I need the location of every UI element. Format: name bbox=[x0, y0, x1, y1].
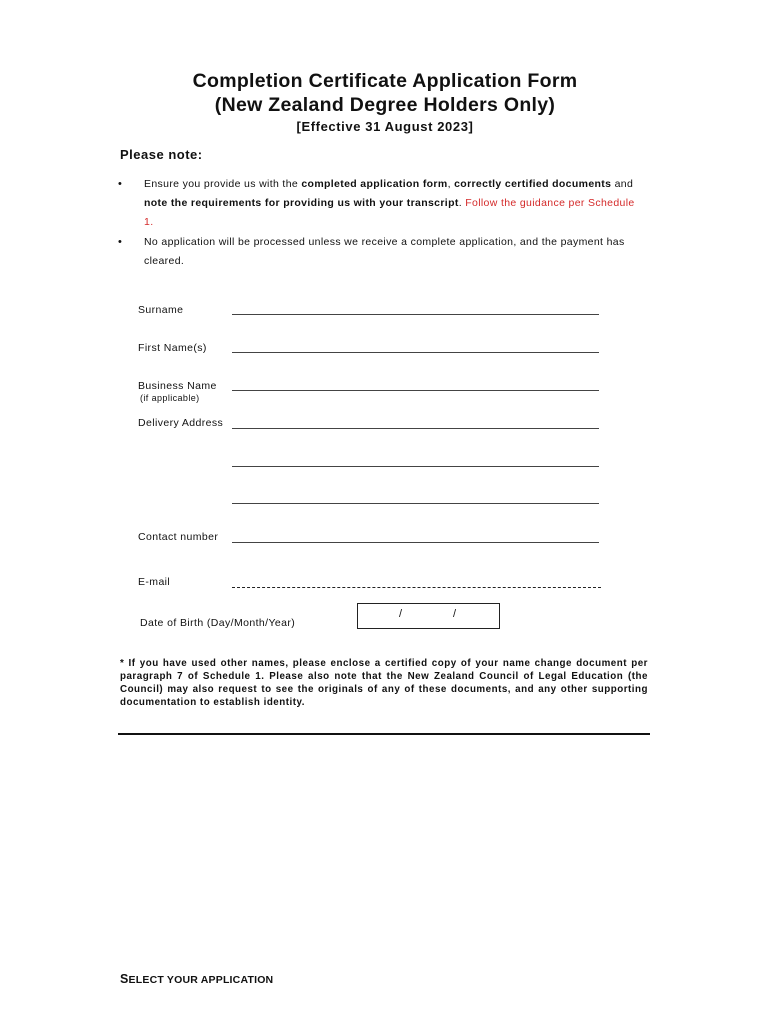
form-title: Completion Certificate Application Form bbox=[192, 70, 578, 92]
section-divider bbox=[118, 733, 650, 735]
surname-label: Surname bbox=[138, 304, 184, 316]
email-field[interactable] bbox=[232, 587, 601, 588]
select-application-heading bbox=[120, 972, 273, 986]
business-name-hint: (if applicable) bbox=[140, 393, 200, 403]
bullet-icon: • bbox=[118, 236, 122, 248]
heading-initial: S bbox=[120, 972, 129, 986]
heading-rest: ELECT YOUR APPLICATION bbox=[128, 974, 274, 986]
note-bullet-2: No application will be processed unless we receive a complete application, and the payment has cleared. bbox=[144, 236, 625, 267]
date-of-birth-label: Date of Birth (Day/Month/Year) bbox=[140, 617, 296, 629]
note-bullet-1 bbox=[144, 175, 644, 232]
delivery-address-line-2[interactable] bbox=[232, 466, 599, 467]
email-label: E-mail bbox=[138, 576, 171, 588]
contact-number-field[interactable] bbox=[232, 542, 599, 543]
dob-separator: / bbox=[453, 608, 457, 620]
bullet-1-text: . bbox=[458, 197, 466, 209]
first-name-field[interactable] bbox=[232, 352, 599, 353]
delivery-address-line-1[interactable] bbox=[232, 428, 599, 429]
surname-field[interactable] bbox=[232, 314, 599, 315]
schedule-guidance-link[interactable]: Follow the guidance per Schedule 1. bbox=[144, 197, 635, 228]
dob-separator: / bbox=[399, 608, 403, 620]
bullet-1-text: , bbox=[447, 178, 455, 190]
delivery-address-line-3[interactable] bbox=[232, 503, 599, 504]
effective-date: [Effective 31 August 2023] bbox=[296, 119, 474, 134]
business-name-label: Business Name bbox=[138, 380, 217, 392]
bullet-icon: • bbox=[118, 178, 122, 190]
bullet-1-bold-documents: correctly certified documents bbox=[454, 178, 612, 190]
delivery-address-label: Delivery Address bbox=[138, 417, 224, 429]
name-change-footnote: * If you have used other names, please enclose a certified copy of your name change document per paragraph 7 of Schedule 1. Please also note that the New Zealand Council of Legal Education (the Council) may also request to see the originals of any of these documents, and any other supporting documentation to establish identity. bbox=[120, 658, 648, 708]
please-note-heading: Please note: bbox=[120, 147, 203, 162]
bullet-1-text: and bbox=[611, 178, 634, 190]
bullet-1-bold-transcript: note the requirements for providing us with your transcript bbox=[144, 197, 459, 209]
first-name-label: First Name(s) bbox=[138, 342, 207, 354]
contact-number-label: Contact number bbox=[138, 531, 219, 543]
business-name-field[interactable] bbox=[232, 390, 599, 391]
bullet-1-text: Ensure you provide us with the bbox=[144, 178, 302, 190]
date-of-birth-field[interactable] bbox=[357, 603, 500, 629]
form-subtitle: (New Zealand Degree Holders Only) bbox=[214, 94, 556, 116]
bullet-1-bold-form: completed application form bbox=[301, 178, 448, 190]
